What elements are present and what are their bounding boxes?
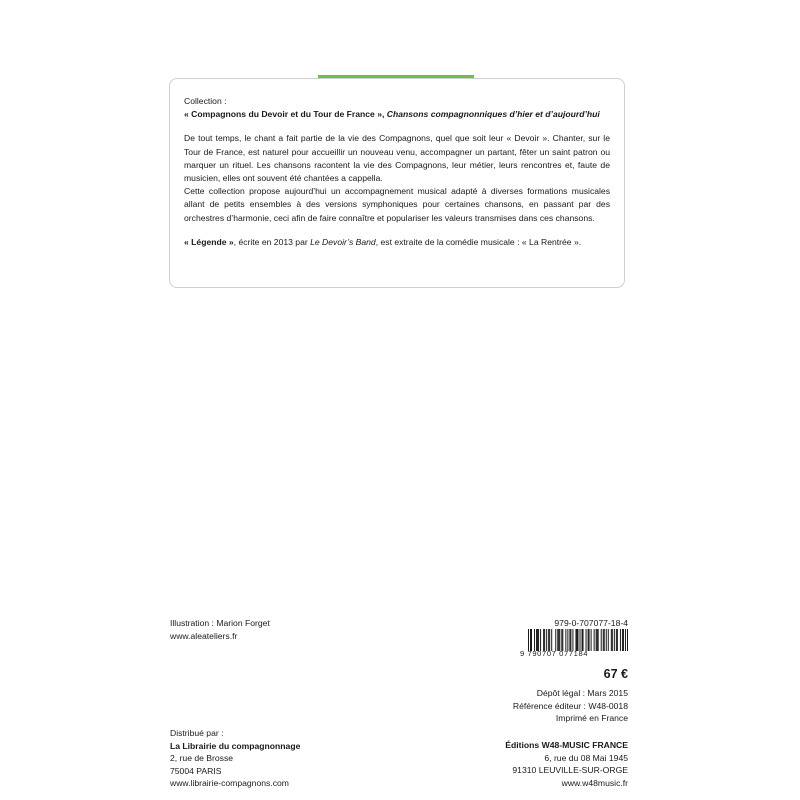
barcode-bar xyxy=(597,629,598,651)
barcode-bar xyxy=(576,629,577,651)
printed-in: Imprimé en France xyxy=(555,713,628,723)
barcode-bar xyxy=(561,629,562,651)
legal-block xyxy=(513,687,628,725)
legend-title: « Légende » xyxy=(184,236,234,247)
barcode-bar xyxy=(627,629,628,651)
barcode-bar xyxy=(598,629,599,651)
collection-title-italic: Chansons compagnonniques d’hier et d’aujourd’hui xyxy=(384,109,600,120)
barcode-bar xyxy=(603,629,604,651)
isbn-block xyxy=(554,617,628,630)
distributor-name: La Librairie du compagnonnage xyxy=(170,740,301,751)
barcode-bar xyxy=(569,629,570,651)
illustration-link[interactable]: www.aleateliers.fr xyxy=(170,630,238,641)
barcode-bar xyxy=(623,629,624,651)
barcode-bar xyxy=(594,629,595,651)
barcode-bar xyxy=(530,629,531,651)
barcode-bar xyxy=(582,629,583,651)
collection-heading xyxy=(184,95,610,121)
barcode-bar xyxy=(586,629,587,651)
illustration-credit xyxy=(170,617,270,642)
barcode-bar xyxy=(625,629,626,651)
barcode-bar xyxy=(604,629,605,651)
barcode-bar xyxy=(531,629,532,651)
collection-label: Collection : xyxy=(184,96,227,106)
barcode-bar xyxy=(608,629,609,651)
distributor-web[interactable]: www.librairie-compagnons.com xyxy=(170,778,289,788)
barcode-bar xyxy=(549,629,550,651)
collection-title-bold: « Compagnons du Devoir et du Tour de France », xyxy=(184,109,385,120)
barcode-bar xyxy=(546,629,547,651)
legend-text-a: , écrite en 2013 par xyxy=(233,236,311,247)
barcode-bar xyxy=(620,629,621,651)
publisher-web[interactable]: www.w48music.fr xyxy=(561,777,628,788)
barcode-bar xyxy=(577,629,578,651)
barcode-bar xyxy=(562,629,563,651)
collection-title xyxy=(184,108,610,121)
collection-card xyxy=(169,78,625,288)
distributor-label: Distribué par : xyxy=(170,728,224,738)
illustration-line: Illustration : Marion Forget xyxy=(170,618,270,628)
barcode-bar xyxy=(544,629,545,651)
barcode-bar xyxy=(616,629,617,651)
price: 67 € xyxy=(603,667,628,681)
distributor-street: 2, rue de Brosse xyxy=(170,753,234,763)
barcode-bar xyxy=(622,629,623,651)
barcode-bar xyxy=(551,629,552,651)
distributor-city: 75004 PARIS xyxy=(170,765,222,776)
barcode-bars xyxy=(528,629,628,651)
barcode-bar xyxy=(588,629,589,651)
barcode-bar xyxy=(548,629,549,651)
legend-note xyxy=(184,236,610,249)
publisher-city: 91310 LEUVILLE-SUR-ORGE xyxy=(512,765,628,775)
barcode-bar xyxy=(583,629,584,651)
barcode-bar xyxy=(601,629,602,651)
distributor-block xyxy=(170,727,300,790)
barcode-bar xyxy=(540,629,541,651)
publisher-reference: Référence éditeur : W48-0018 xyxy=(512,700,628,711)
barcode-bar xyxy=(567,629,568,651)
barcode-bar xyxy=(596,629,597,651)
barcode xyxy=(520,629,628,659)
barcode-bar xyxy=(537,629,538,651)
barcode-bar xyxy=(558,629,559,651)
legal-deposit: Dépôt légal : Mars 2015 xyxy=(536,688,628,698)
barcode-bar xyxy=(612,629,613,651)
legend-text-b: , est extraite de la comédie musicale : « La Rentrée ». xyxy=(375,236,582,247)
publisher-block xyxy=(505,739,628,789)
barcode-bar xyxy=(565,629,566,651)
barcode-bar xyxy=(528,629,529,651)
barcode-bar xyxy=(611,629,612,651)
barcode-bar xyxy=(534,629,535,651)
barcode-bar xyxy=(580,629,581,651)
barcode-bar xyxy=(589,629,590,651)
barcode-bar xyxy=(557,629,558,651)
barcode-bar xyxy=(572,629,573,651)
barcode-bar xyxy=(575,629,576,651)
barcode-bar xyxy=(536,629,537,651)
barcode-bar xyxy=(614,629,615,651)
intro-paragraph-2: Cette collection propose aujourd’hui un accompagnement musical adapté à diverses formations musicales allant de petits ensembles à des versions symphoniques pour certaines chansons, en passant par des orchestres d’harmonie, ceci afin de faire connaître et populariser les valeurs transmises dans ces chansons. xyxy=(184,186,610,223)
barcode-bar xyxy=(538,629,539,651)
barcode-bar xyxy=(591,629,592,651)
publisher-name: Éditions W48-MUSIC FRANCE xyxy=(505,740,628,750)
barcode-bar xyxy=(570,629,571,651)
barcode-digits: 9 790707 077184 xyxy=(520,649,589,658)
publisher-street: 6, rue du 08 Mai 1945 xyxy=(544,752,628,763)
barcode-bar xyxy=(555,629,556,651)
barcode-bar xyxy=(543,629,544,651)
intro-paragraph-1: De tout temps, le chant a fait partie de la vie des Compagnons, quel que soit leur « Devoir ». Chanter, sur le Tour de France, est naturel pour accueillir un nouveau venu, accompagner un partant, fêter un saint patron ou marquer un rituel. Les chansons racontent la vie des Compagnons, leur métier, leurs rencontres et, faute de musicien, elles ont souvent été chantées a cappella. xyxy=(184,133,610,184)
legend-band: Le Devoir’s Band xyxy=(310,236,376,247)
barcode-bar xyxy=(617,629,618,651)
barcode-bar xyxy=(559,629,560,651)
barcode-bar xyxy=(606,629,607,651)
isbn-text: 979-0-707077-18-4 xyxy=(554,618,628,628)
